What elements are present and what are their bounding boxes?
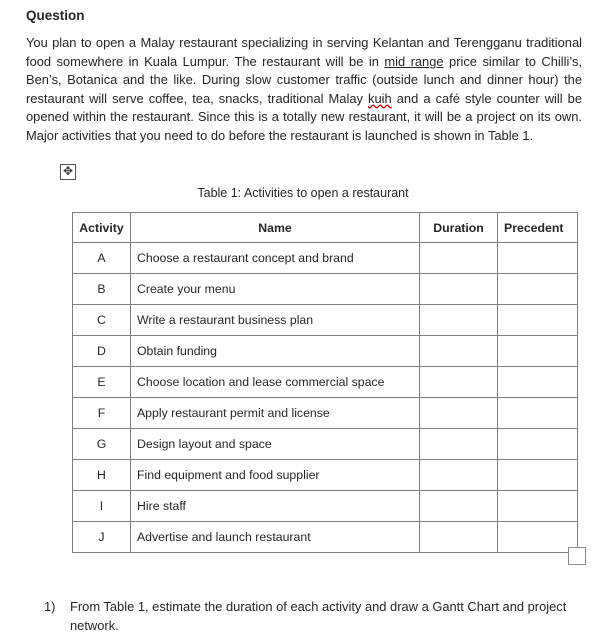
name-cell: Obtain funding xyxy=(130,336,419,367)
activity-cell: I xyxy=(73,491,131,522)
header-activity: Activity xyxy=(73,213,131,243)
name-cell: Write a restaurant business plan xyxy=(130,305,419,336)
duration-cell[interactable] xyxy=(420,398,498,429)
duration-cell[interactable] xyxy=(420,460,498,491)
spellcheck-kuih: kuih xyxy=(368,90,392,106)
question-heading: Question xyxy=(26,8,85,23)
header-precedent: Precedent xyxy=(498,213,578,243)
underlined-mid-range: mid range xyxy=(384,53,444,69)
duration-cell[interactable] xyxy=(420,367,498,398)
table-row xyxy=(73,460,578,491)
name-cell: Design layout and space xyxy=(130,429,419,460)
precedent-cell[interactable] xyxy=(498,367,578,398)
paragraph-part-2: price similar to Chilli’s, Ben’s, Botanica and the like. During slow customer traffic (outside lunch and dinner hour) the restaurant will serve coffee, tea, snacks, traditional Malay xyxy=(26,53,582,106)
table-header-row xyxy=(73,213,578,243)
table-resize-handle[interactable] xyxy=(568,547,586,565)
paragraph-part-3: and a café style counter will be opened within the restaurant. Since this is a totally new restaurant, it will be a project on its own. Major activities that you need to do before the restaurant is launched is shown in Table 1. xyxy=(26,90,583,143)
name-cell: Apply restaurant permit and license xyxy=(130,398,419,429)
table-caption: Table 1: Activities to open a restaurant xyxy=(197,186,409,200)
table-row xyxy=(73,243,578,274)
duration-cell[interactable] xyxy=(420,336,498,367)
duration-cell[interactable] xyxy=(420,243,498,274)
duration-cell[interactable] xyxy=(420,429,498,460)
name-cell: Create your menu xyxy=(130,274,419,305)
activity-cell: G xyxy=(73,429,131,460)
scenario-paragraph xyxy=(26,34,582,146)
activity-cell: A xyxy=(73,243,131,274)
name-cell: Choose a restaurant concept and brand xyxy=(130,243,419,274)
table-row xyxy=(73,491,578,522)
precedent-cell[interactable] xyxy=(498,398,578,429)
name-cell: Advertise and launch restaurant xyxy=(130,522,419,553)
question-number: 1) xyxy=(44,599,56,614)
activity-cell: E xyxy=(73,367,131,398)
precedent-cell[interactable] xyxy=(498,522,578,553)
activity-cell: F xyxy=(73,398,131,429)
paragraph-part-1: You plan to open a Malay restaurant specializing in serving Kelantan and Terengganu traditional food somewhere in Kuala Lumpur. The restaurant will be in xyxy=(26,35,582,69)
header-duration: Duration xyxy=(420,213,498,243)
name-cell: Find equipment and food supplier xyxy=(130,460,419,491)
activity-cell: B xyxy=(73,274,131,305)
table-row xyxy=(73,429,578,460)
precedent-cell[interactable] xyxy=(498,274,578,305)
precedent-cell[interactable] xyxy=(498,243,578,274)
duration-cell[interactable] xyxy=(420,274,498,305)
question-text: From Table 1, estimate the duration of each activity and draw a Gantt Chart and project network. xyxy=(70,599,567,633)
table-row xyxy=(73,336,578,367)
duration-cell[interactable] xyxy=(420,491,498,522)
activity-cell: C xyxy=(73,305,131,336)
activity-cell: H xyxy=(73,460,131,491)
precedent-cell[interactable] xyxy=(498,460,578,491)
name-cell: Hire staff xyxy=(130,491,419,522)
table-row xyxy=(73,522,578,553)
activities-table xyxy=(72,212,578,553)
activity-cell: J xyxy=(73,522,131,553)
precedent-cell[interactable] xyxy=(498,336,578,367)
table-move-handle-icon[interactable]: ✥ xyxy=(60,164,76,180)
precedent-cell[interactable] xyxy=(498,491,578,522)
table-row xyxy=(73,398,578,429)
precedent-cell[interactable] xyxy=(498,305,578,336)
table-row xyxy=(73,367,578,398)
precedent-cell[interactable] xyxy=(498,429,578,460)
table-row xyxy=(73,274,578,305)
activity-cell: D xyxy=(73,336,131,367)
duration-cell[interactable] xyxy=(420,522,498,553)
name-cell: Choose location and lease commercial space xyxy=(130,367,419,398)
duration-cell[interactable] xyxy=(420,305,498,336)
table-row xyxy=(73,305,578,336)
header-name: Name xyxy=(130,213,419,243)
